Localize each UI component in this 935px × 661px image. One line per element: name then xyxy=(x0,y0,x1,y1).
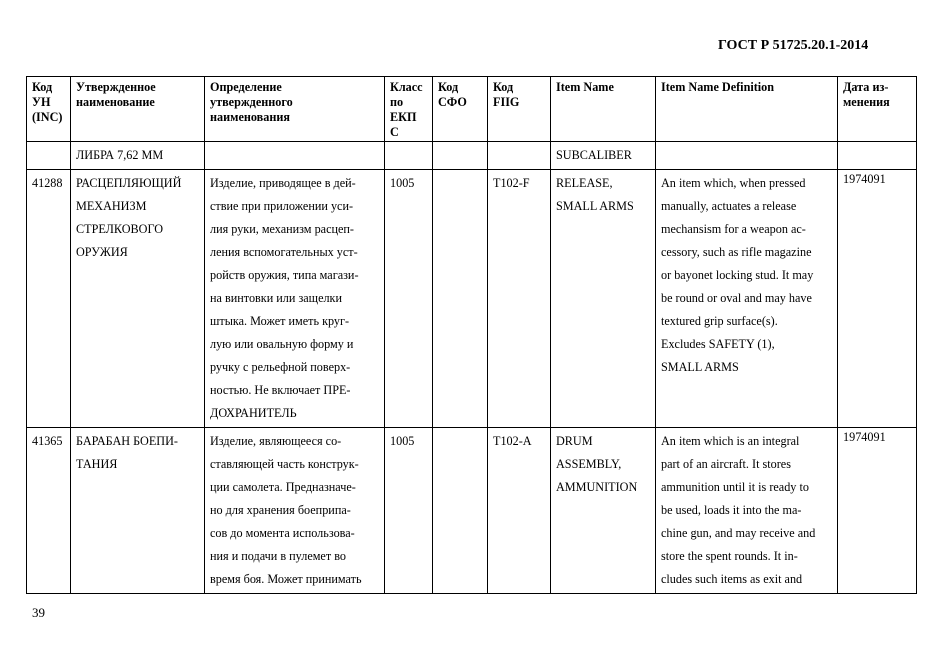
cell-class: 1005 xyxy=(385,428,433,594)
header-item-name-definition xyxy=(656,77,838,142)
cell-line: manually, actuates a release xyxy=(661,199,797,213)
cell-approved-name xyxy=(71,170,205,428)
cell-definition xyxy=(205,142,385,170)
cell-sfo xyxy=(433,170,488,428)
cell-item-name xyxy=(551,170,656,428)
header-item-name xyxy=(551,77,656,142)
cell-class xyxy=(385,142,433,170)
cell-line: ствие при приложении уси- xyxy=(210,199,354,213)
header-text: УН xyxy=(32,95,51,109)
table-row xyxy=(27,170,917,428)
cell-change-date xyxy=(838,142,917,170)
cell-line: но для хранения боеприпа- xyxy=(210,503,351,517)
cell-inc: 41365 xyxy=(27,428,71,594)
cell-line: Изделие, приводящее в дей- xyxy=(210,176,356,190)
cell-item-name-definition xyxy=(656,170,838,428)
cell-line: ройств оружия, типа магази- xyxy=(210,268,359,282)
cell-line: Excludes SAFETY (1), xyxy=(661,337,775,351)
header-text: СФО xyxy=(438,95,467,109)
header-text: Код xyxy=(438,80,459,94)
header-fiig xyxy=(488,77,551,142)
cell-item-name: SUBCALIBER xyxy=(551,142,656,170)
cell-line: chine gun, and may receive and xyxy=(661,526,816,540)
cell-line: ции самолета. Предназначе- xyxy=(210,480,356,494)
cell-inc xyxy=(27,142,71,170)
cell-line: cessory, such as rifle magazine xyxy=(661,245,812,259)
header-text: Утвержденное xyxy=(76,80,156,94)
cell-line: РАСЦЕПЛЯЮЩИЙ xyxy=(76,176,182,190)
header-text: Дата из- xyxy=(843,80,889,94)
cell-fiig: T102-F xyxy=(488,170,551,428)
header-change-date xyxy=(838,77,917,142)
cell-line: or bayonet locking stud. It may xyxy=(661,268,814,282)
header-approved-name xyxy=(71,77,205,142)
cell-line: ния и подачи в пулемет во xyxy=(210,549,346,563)
cell-item-name-definition xyxy=(656,428,838,594)
header-text: Класс xyxy=(390,80,423,94)
cell-line: part of an aircraft. It stores xyxy=(661,457,791,471)
header-text: Item Name Definition xyxy=(661,80,775,94)
cell-change-date: 1974091 xyxy=(838,428,917,594)
cell-line: ТАНИЯ xyxy=(76,457,118,471)
cell-line: AMMUNITION xyxy=(556,480,638,494)
cell-line: штыка. Может иметь круг- xyxy=(210,314,350,328)
cell-line: be round or oval and may have xyxy=(661,291,812,305)
header-text: наименования xyxy=(210,110,290,124)
cell-inc: 41288 xyxy=(27,170,71,428)
header-text: Определение xyxy=(210,80,282,94)
header-class xyxy=(385,77,433,142)
cell-line: ностью. Не включает ПРЕ- xyxy=(210,383,351,397)
cell-line: ОРУЖИЯ xyxy=(76,245,128,259)
cell-line: СТРЕЛКОВОГО xyxy=(76,222,164,236)
cell-line: ления вспомогательных уст- xyxy=(210,245,358,259)
cell-item-name xyxy=(551,428,656,594)
cell-line: mechansism for a weapon ac- xyxy=(661,222,806,236)
header-text: Item Name xyxy=(556,80,614,94)
cell-line: textured grip surface(s). xyxy=(661,314,778,328)
header-text: наименование xyxy=(76,95,155,109)
table-row-continuation xyxy=(27,142,917,170)
header-inc xyxy=(27,77,71,142)
header-text: (INC) xyxy=(32,110,63,124)
cell-line: ДОХРАНИТЕЛЬ xyxy=(210,406,297,420)
header-text: утвержденного xyxy=(210,95,293,109)
cell-line: SMALL ARMS xyxy=(661,360,739,374)
cell-definition xyxy=(205,170,385,428)
cell-approved-name xyxy=(71,428,205,594)
cell-line: An item which, when pressed xyxy=(661,176,806,190)
cell-line: RELEASE, xyxy=(556,176,613,190)
header-text: Код xyxy=(493,80,514,94)
header-text: по xyxy=(390,95,404,109)
cell-item-name-definition xyxy=(656,142,838,170)
cell-sfo xyxy=(433,428,488,594)
table-header-row xyxy=(27,77,917,142)
page-number: 39 xyxy=(32,605,45,620)
header-text: Код xyxy=(32,80,53,94)
cell-line: ручку с рельефной поверх- xyxy=(210,360,351,374)
cell-approved-name: ЛИБРА 7,62 ММ xyxy=(71,142,205,170)
cell-fiig xyxy=(488,142,551,170)
cell-line: cludes such items as exit and xyxy=(661,572,803,586)
cell-line: МЕХАНИЗМ xyxy=(76,199,147,213)
cell-line: ставляющей часть конструк- xyxy=(210,457,359,471)
header-text: менения xyxy=(843,95,890,109)
cell-line: be used, loads it into the ma- xyxy=(661,503,802,517)
header-text: ЕКП xyxy=(390,110,417,124)
cell-definition xyxy=(205,428,385,594)
header-sfo xyxy=(433,77,488,142)
header-text: FIIG xyxy=(493,95,520,109)
cell-line: An item which is an integral xyxy=(661,434,800,448)
cell-line: на винтовки или защелки xyxy=(210,291,342,305)
table-row xyxy=(27,428,917,594)
cell-line: время боя. Может принимать xyxy=(210,572,362,586)
cell-line: store the spent rounds. It in- xyxy=(661,549,798,563)
cell-line: лую или овальную форму и xyxy=(210,337,354,351)
header-text: С xyxy=(390,125,399,139)
cell-class: 1005 xyxy=(385,170,433,428)
cell-change-date: 1974091 xyxy=(838,170,917,428)
standard-code: ГОСТ Р 51725.20.1-2014 xyxy=(718,38,869,53)
cell-line: лия руки, механизм расцеп- xyxy=(210,222,354,236)
cell-fiig: T102-A xyxy=(488,428,551,594)
cell-line: БАРАБАН БОЕПИ- xyxy=(76,434,178,448)
cell-sfo xyxy=(433,142,488,170)
header-definition xyxy=(205,77,385,142)
cell-line: DRUM xyxy=(556,434,593,448)
cell-line: SMALL ARMS xyxy=(556,199,634,213)
cell-line: ASSEMBLY, xyxy=(556,457,622,471)
cell-line: сов до момента использова- xyxy=(210,526,355,540)
classification-table xyxy=(26,76,917,594)
cell-line: Изделие, являющееся со- xyxy=(210,434,342,448)
cell-line: ammunition until it is ready to xyxy=(661,480,809,494)
